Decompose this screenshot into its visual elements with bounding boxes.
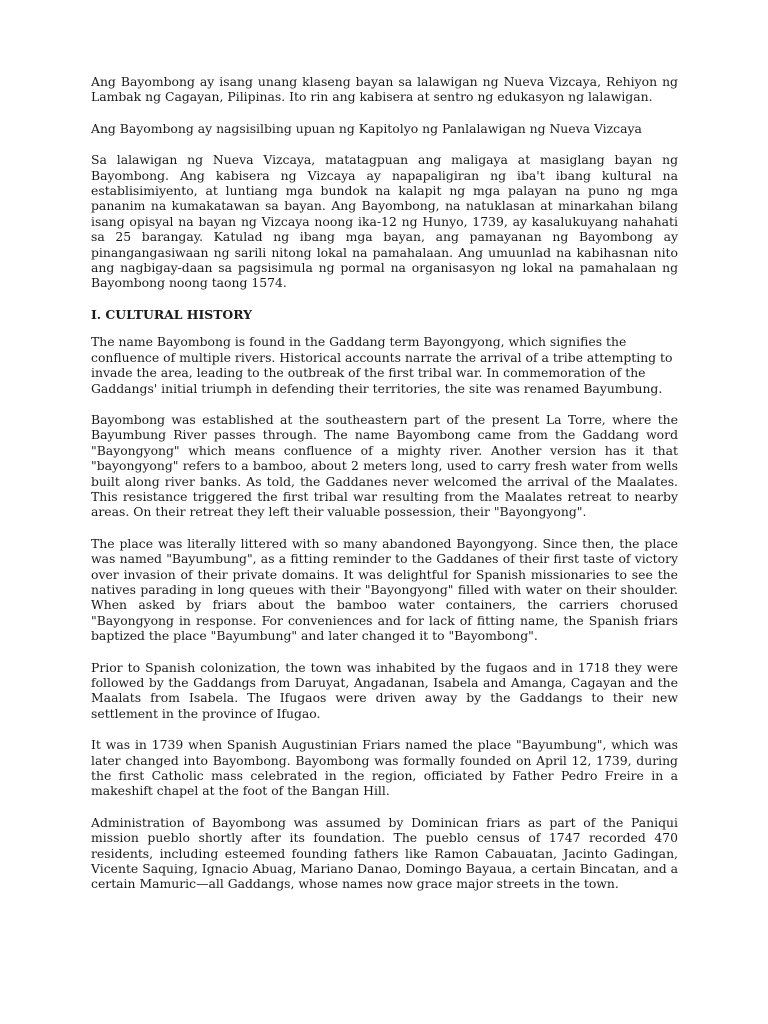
- history-paragraph-1: The name Bayombong is found in the Gaddang term Bayongyong, which signifies the confluence of multiple rivers. Historical accounts narrate the arrival of a tribe attempting to invade the area, leading to the outbreak of the first tribal war. In commemoration of the Gaddangs' initial triumph in defending their territories, the site was renamed Bayumbung.: [91, 334, 673, 396]
- history-paragraph-2: Bayombong was established at the southeastern part of the present La Torre, where the Bayumbung River passes through. The name Bayombong came from the Gaddang word "Bayongyong" which means confluence of a mighty river. Another version has it that "bayongyong" refers to a bamboo, about 2 meters long, used to carry fresh water from wells built along river banks. As told, the Gaddanes never welcomed the arrival of the Maalates. This resistance triggered the first tribal war resulting from the Maalates retreat to nearby areas. On their retreat they left their valuable possession, their "Bayongyong".: [91, 411, 678, 520]
- document-page: [91, 74, 678, 908]
- history-paragraph-3: The place was literally littered with so many abandoned Bayongyong. Since then, the place was named "Bayumbung", as a fitting reminder to the Gaddanes of their first taste of victory over invasion of their private domains. It was delightful for Spanish missionaries to see the natives parading in long queues with their "Bayongyong" filled with water on their shoulder. When asked by friars about the bamboo water containers, the carriers chorused "Bayongyong in response. For conveniences and for lack of fitting name, the Spanish friars baptized the place "Bayumbung" and later changed it to "Bayombong".: [91, 535, 678, 644]
- intro-paragraph-2: Ang Bayombong ay nagsisilbing upuan ng Kapitolyo ng Panlalawigan ng Nueva Vizcaya: [91, 120, 642, 136]
- intro-paragraph-3: Sa lalawigan ng Nueva Vizcaya, matatagpuan ang maligaya at masiglang bayan ng Bayombong. Ang kabisera ng Vizcaya ay napapaligiran ng iba't ibang kultural na establisimiyento, at luntiang mga bundok na kalapit ng mga palayan na puno ng mga pananim na kumakatawan sa bayan. Ang Bayombong, na natuklasan at minarkahan bilang isang opisyal na bayan ng Vizcaya noong ika-12 ng Hunyo, 1739, ay kasalukuyang nahahati sa 25 barangay. Katulad ng ibang mga bayan, ang pamayanan ng Bayombong ay pinangangasiwaan ng sarili nitong lokal na pamahalaan. Ang umuunlad na kabihasnan nito ang nagbigay-daan sa pagsisimula ng pormal na organisasyon ng lokal na pamahalaan ng Bayombong noong taong 1574.: [91, 152, 678, 291]
- history-paragraph-6: Administration of Bayombong was assumed by Dominican friars as part of the Paniqui mission pueblo shortly after its foundation. The pueblo census of 1747 recorded 470 residents, including esteemed founding fathers like Ramon Cabauatan, Jacinto Gadingan, Vicente Saquing, Ignacio Abuag, Mariano Danao, Domingo Bayaua, a certain Bincatan, and a certain Mamuric—all Gaddangs, whose names now grace major streets in the town.: [91, 814, 678, 892]
- history-paragraph-5: It was in 1739 when Spanish Augustinian Friars named the place "Bayumbung", which was later changed into Bayombong. Bayombong was formally founded on April 12, 1739, during the first Catholic mass celebrated in the region, officiated by Father Pedro Freire in a makeshift chapel at the foot of the Bangan Hill.: [91, 737, 678, 799]
- history-paragraph-4: Prior to Spanish colonization, the town was inhabited by the fugaos and in 1718 they were followed by the Gaddangs from Daruyat, Angadanan, Isabela and Amanga, Cagayan and the Maalats from Isabela. The Ifugaos were driven away by the Gaddangs to their new settlement in the province of Ifugao.: [91, 659, 678, 721]
- intro-paragraph-1: Ang Bayombong ay isang unang klaseng bayan sa lalawigan ng Nueva Vizcaya, Rehiyon ng Lambak ng Cagayan, Pilipinas. Ito rin ang kabisera at sentro ng edukasyon ng lalawigan.: [91, 74, 678, 105]
- section-heading-cultural-history: I. CULTURAL HISTORY: [91, 306, 252, 322]
